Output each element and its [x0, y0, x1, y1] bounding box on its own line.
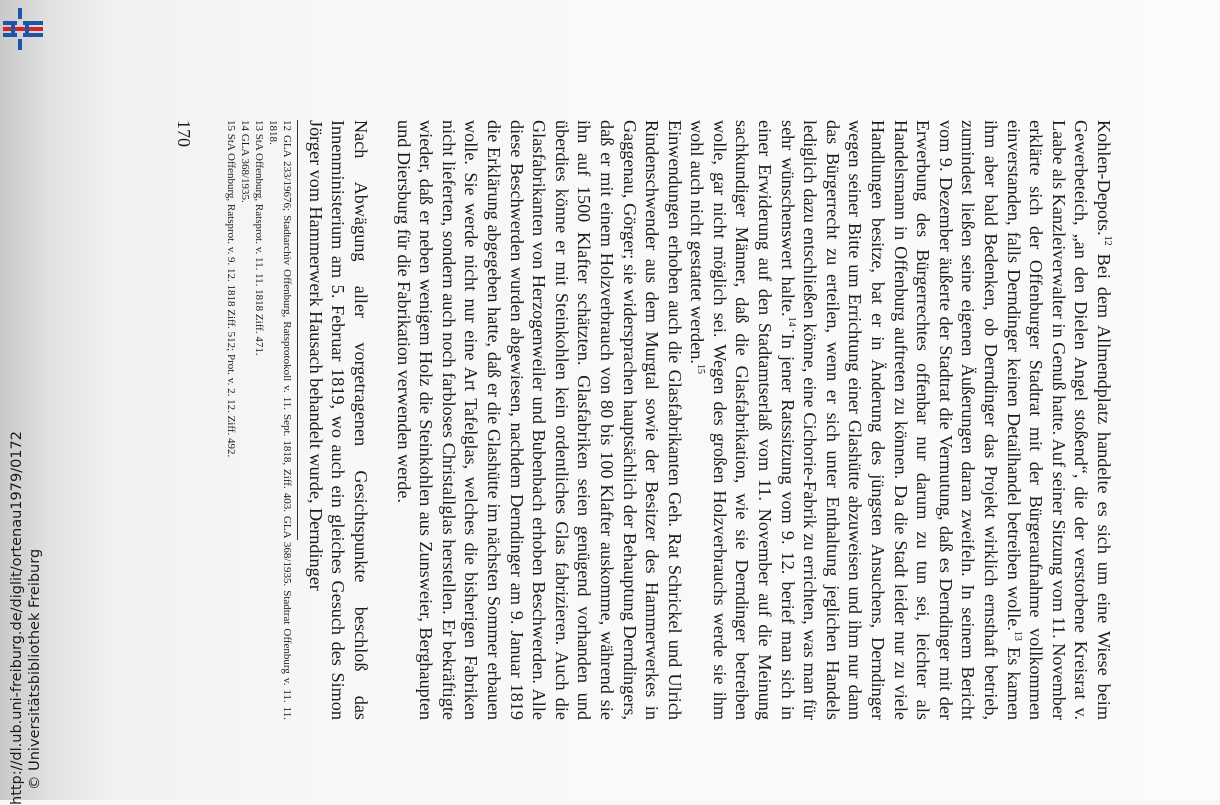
sidebar-citation — [8, 390, 45, 805]
footnote-14: 14 GLA 368/1935. — [239, 120, 252, 203]
footnote-marker: 13 — [1011, 630, 1023, 641]
copyright-notice: © Universitätsbibliothek Freiburg — [27, 548, 43, 790]
paragraph-3: Nach Abwägung aller vorgetragenen Gesichtspunkte beschloß das Innenministerium am 5. Februar 1819, wo auch ein gleiches Gesuch des Simon Jörger vom Hammerwerk Hausach behandelt wurde, Derndinger — [305, 120, 371, 720]
body-text — [304, 120, 1115, 720]
footnote-12: 12 GLA 233/19676; Stadtarchiv Offenburg, Ratsprotokoll v. 11. Sept. 1818, Ziff. 403. GLA 368/1935. Stadtrat Offenburg v. 11. 11. 1818. — [267, 120, 294, 720]
footnote-marker: 14 — [785, 316, 797, 327]
paragraph-1: Kohlen-Depots.$^{12}$ Bei dem Allmendplatz handelte es sich um eine Wiese beim Gewerbeteich, „an den Dielen Angel stoßend“, die der verstorbene Kreisrat v. Laabe als Kanzleiverwalter in Genuß hatte. Auf seiner Sitzung vom 11. November erklärte sich der Offenburger Stadtrat mit der Bürgeraufnahme vollkommen einverstanden, falls Derndinger keinen Detailhandel betreiben wolle.$^{13}$ Es kamen ihm aber bald Bedenken, ob Derndinger das Projekt wirklich ernsthaft betrieb, zumindest ließen seine eigenen Äußerungen daran zweifeln. In seinem Bericht vom 9. Dezember äußerte der Stadtrat die Vermutung, daß es Derndinger mit der Erwerbung des Bürgerrechtes offenbar nur darum zu tun sei, leichter als Handelsmann in Offenburg auftreten zu können. Da die Stadt leider nur zu viele Handlungen besitze, bat er in Änderung des jüngsten Ansuchens, Derndinger wegen seiner Bitte um Errichtung einer Glashütte abzuweisen und ihm nur dann das Bürgerrecht zu erteilen, wenn er sich unter Enthaltung jeglichen Handels lediglich dazu entschließen könne, eine Cichorie-Fabrik zu errichten, was man für sehr wünschenswert halte.$^{14}$ In jener Ratssitzung vom 9. 12. berief man sich in einer Erwiderung auf den Stadtamtserlaß vom 11. November auf die Meinung sachkundiger Männer, daß die Glasfabrikation, wie sie Derndinger betreiben wolle, gar nicht möglich sei. Wegen des großen Holzverbrauchs werde sie ihm wohl auch nicht gestattet werden.$^{15}$ — [687, 120, 1114, 720]
footnote-13: 13 StA Offenburg, Ratsprot. v. 11. 11. 1818 Ziff. 471. — [253, 120, 266, 356]
university-library-logo-icon — [3, 8, 43, 50]
viewer-sidebar — [0, 0, 52, 805]
permalink-url[interactable]: http://dl.ub.uni-freiburg.de/diglit/ortenau1979/0172 — [9, 431, 25, 805]
footnote-marker: 15 — [695, 363, 707, 374]
page-number: 170 — [174, 120, 195, 147]
paragraph-2: Einwendungen erhoben auch die Glasfabrikanten Geh. Rat Schrickel und Ulrich Rindenschwender aus dem Murgtal sowie der Besitzer des Hammerwerkes in Gaggenau, Görger; sie widersprachen hauptsächlich der Behauptung Derndingers, daß er mit einem Holzverbrauch von 80 bis 100 Klafter auskomme, während sie ihn auf 1500 Klafter schätzten. Glasfabriken seien genügend vorhanden und überdies könne er mit Steinkohlen kein ordentliches Glas fabrizieren. Auch die Glasfabrikanten von Herzogenweiler und Bubenbach erhoben Beschwerden. Alle diese Beschwerden wurden abgewiesen, nachdem Derndinger am 9. Januar 1819 die Erklärung abgegeben hatte, daß er die Glashütte im nächsten Sommer erbauen wolle. Sie werde nicht nur eine Art Tafelglas, welches die bisherigen Fabriken nicht lieferten, sondern auch noch farbloses Christallglas herstellen. Er bekräftigte wieder, daß er neben wenigem Holz die Steinkohlen aus Zunsweier, Berghaupten und Diersburg für die Fabrikation verwenden werde. — [393, 120, 685, 720]
footnote-marker: 12 — [1102, 235, 1114, 246]
footnotes — [224, 120, 298, 720]
footnote-15: 15 StA Offenburg, Ratsprot. v. 9. 12. 1818 Ziff. 512; Prot. v. 2. 12. Ziff. 492. — [225, 120, 238, 458]
scanned-page-content — [173, 120, 1115, 720]
